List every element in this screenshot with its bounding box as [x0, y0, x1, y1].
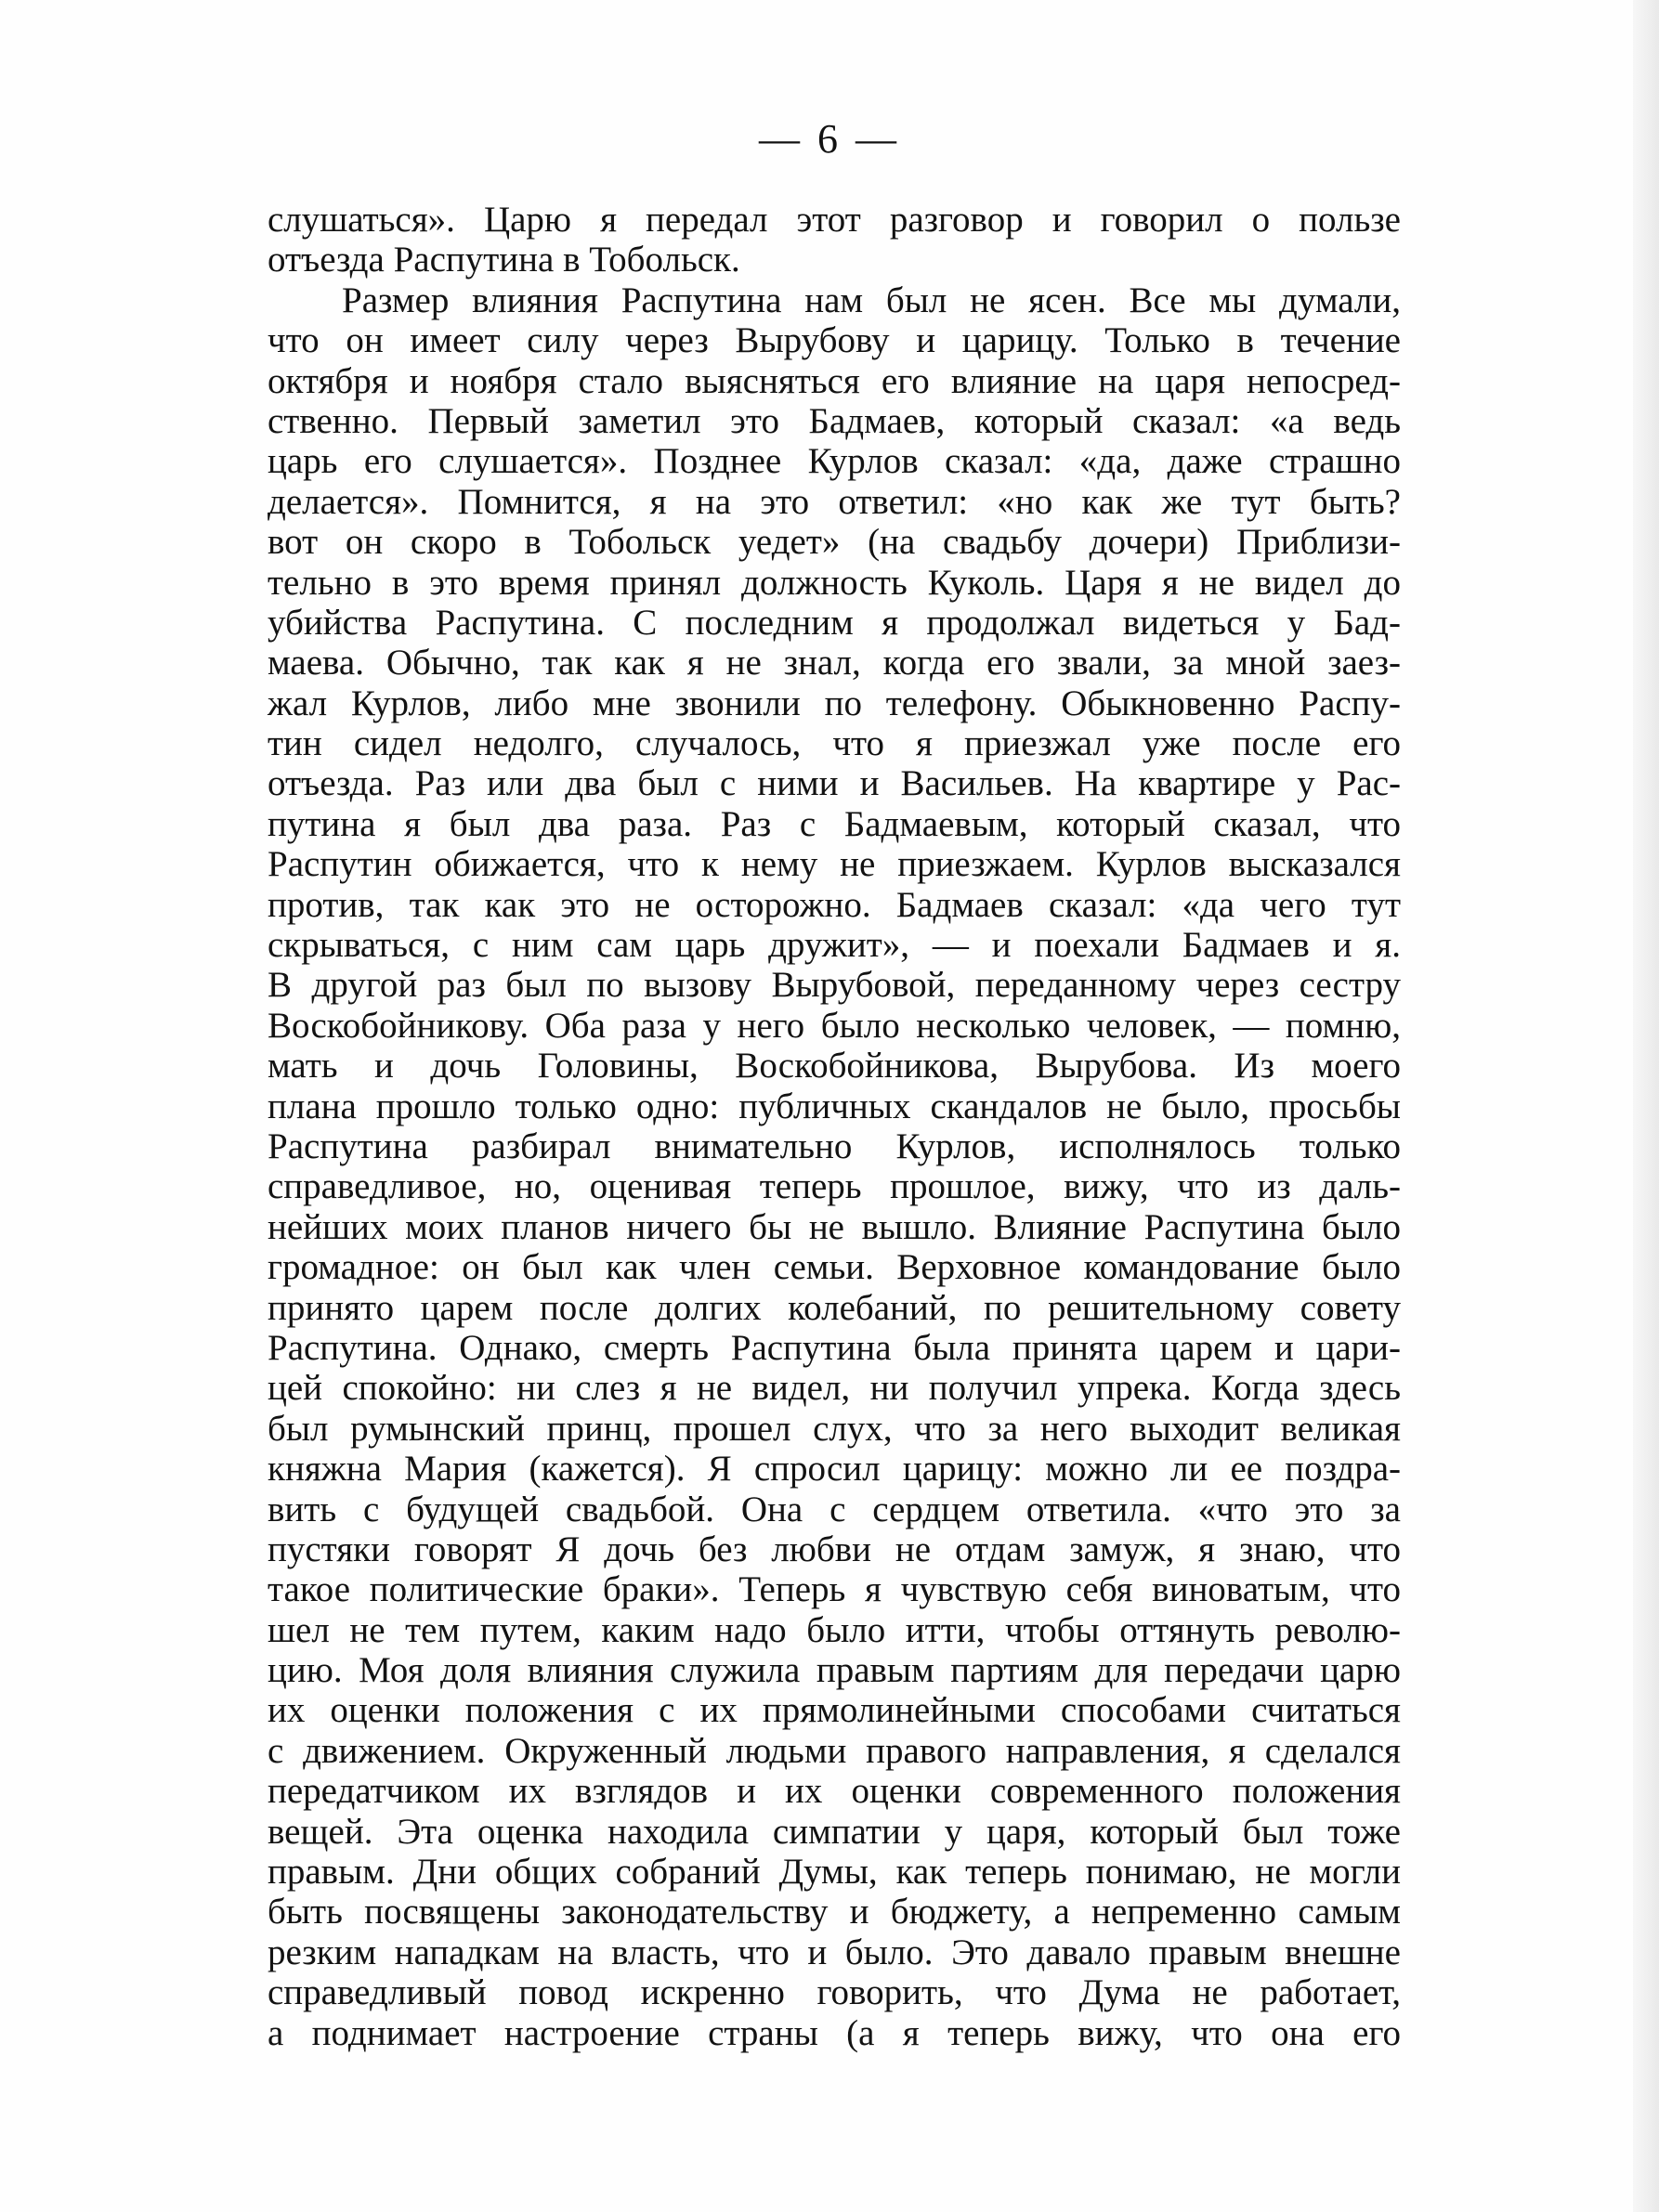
- text-line: плана прошло только одно: публичных скандалов не было, просьбы: [268, 1086, 1401, 1126]
- text-line: слушаться». Царю я передал этот разговор и говорил о пользе: [268, 200, 1401, 240]
- text-line: октября и ноября стало выясняться его влияние на царя непосред-: [268, 360, 1401, 401]
- text-line: жал Курлов, либо мне звонили по телефону. Обыкновенно Распу-: [268, 683, 1401, 723]
- text-line: шел не тем путем, каким надо было итти, чтобы оттянуть револю-: [268, 1609, 1401, 1650]
- body-text: [268, 200, 1401, 2053]
- scan-edge: [1633, 0, 1659, 2212]
- text-line: мать и дочь Головины, Воскобойникова, Вырубова. Из моего: [268, 1046, 1401, 1086]
- text-line: делается». Помнится, я на это ответил: «но как же тут быть?: [268, 481, 1401, 522]
- text-line: ственно. Первый заметил это Бадмаев, который сказал: «а ведь: [268, 400, 1401, 441]
- text-line: отъезда Распутина в Тобольск.: [268, 240, 740, 280]
- page-number: — 6 —: [759, 116, 900, 162]
- text-line: их оценки положения с их прямолинейными способами считаться: [268, 1690, 1401, 1731]
- text-line: громадное: он был как член семьи. Верховное командование было: [268, 1247, 1401, 1288]
- text-line: Распутина разбирал внимательно Курлов, исполнялось только: [268, 1126, 1401, 1166]
- text-line: был румынский принц, прошел слух, что за него выходит великая: [268, 1408, 1401, 1449]
- text-line: тельно в это время принял должность Куколь. Царя я не видел до: [268, 562, 1401, 603]
- text-line: Распутина. Однако, смерть Распутина была принята царем и цари-: [268, 1327, 1401, 1368]
- text-line: что он имеет силу через Вырубову и царицу. Только в течение: [268, 320, 1401, 361]
- text-line: Воскобойникову. Оба раза у него было несколько человек, — помню,: [268, 1005, 1401, 1046]
- text-line: справедливый повод искренно говорить, что Дума не работает,: [268, 1972, 1401, 2013]
- text-line: В другой раз был по вызову Вырубовой, переданному через сестру: [268, 965, 1401, 1006]
- text-line: Распутин обижается, что к нему не приезжаем. Курлов высказался: [268, 844, 1401, 885]
- text-line: нейших моих планов ничего бы не вышло. Влияние Распутина было: [268, 1206, 1401, 1247]
- text-line: цей спокойно: ни слез я не видел, ни получил упрека. Когда здесь: [268, 1368, 1401, 1409]
- text-line: такое политические браки». Теперь я чувствую себя виноватым, что: [268, 1569, 1401, 1610]
- text-line: путина я был два раза. Раз с Бадмаевым, который сказал, что: [268, 803, 1401, 844]
- text-line: резким нападкам на власть, что и было. Это давало правым внешне: [268, 1932, 1401, 1972]
- text-line: убийства Распутина. С последним я продолжал видеться у Бад-: [268, 602, 1401, 643]
- text-line: вить с будущей свадьбой. Она с сердцем ответила. «что это за: [268, 1489, 1401, 1529]
- text-line: Размер влияния Распутина нам был не ясен. Все мы думали,: [342, 280, 1401, 320]
- text-line: тин сидел недолго, случалось, что я приезжал уже после его: [268, 723, 1401, 764]
- text-line: маева. Обычно, так как я не знал, когда его звали, за мной заез-: [268, 643, 1401, 683]
- text-line: вот он скоро в Тобольск уедет» (на свадьбу дочери) Приблизи-: [268, 522, 1401, 563]
- text-line: отъезда. Раз или два был с ними и Васильев. На квартире у Рас-: [268, 763, 1401, 804]
- text-line: скрываться, с ним сам царь дружит», — и поехали Бадмаев и я.: [268, 925, 1401, 966]
- text-line: вещей. Эта оценка находила симпатии у царя, который был тоже: [268, 1811, 1401, 1852]
- text-line: правым. Дни общих собраний Думы, как теперь понимаю, не могли: [268, 1852, 1401, 1893]
- text-line: принято царем после долгих колебаний, по решительному совету: [268, 1287, 1401, 1328]
- text-line: быть посвящены законодательству и бюджету, а непременно самым: [268, 1892, 1401, 1932]
- text-line: а поднимает настроение страны (а я теперь вижу, что она его: [268, 2012, 1401, 2053]
- text-line: цию. Моя доля влияния служила правым партиям для передачи царю: [268, 1650, 1401, 1691]
- text-line: передатчиком их взглядов и их оценки современного положения: [268, 1771, 1401, 1812]
- text-line: с движением. Окруженный людьми правого направления, я сделался: [268, 1730, 1401, 1771]
- text-line: царь его слушается». Позднее Курлов сказал: «да, даже страшно: [268, 441, 1401, 482]
- text-line: справедливое, но, оценивая теперь прошлое, вижу, что из даль-: [268, 1166, 1401, 1207]
- text-line: пустяки говорят Я дочь без любви не отдам замуж, я знаю, что: [268, 1529, 1401, 1569]
- text-line: против, так как это не осторожно. Бадмаев сказал: «да чего тут: [268, 884, 1401, 925]
- text-line: княжна Мария (кажется). Я спросил царицу: можно ли ее поздра-: [268, 1449, 1401, 1490]
